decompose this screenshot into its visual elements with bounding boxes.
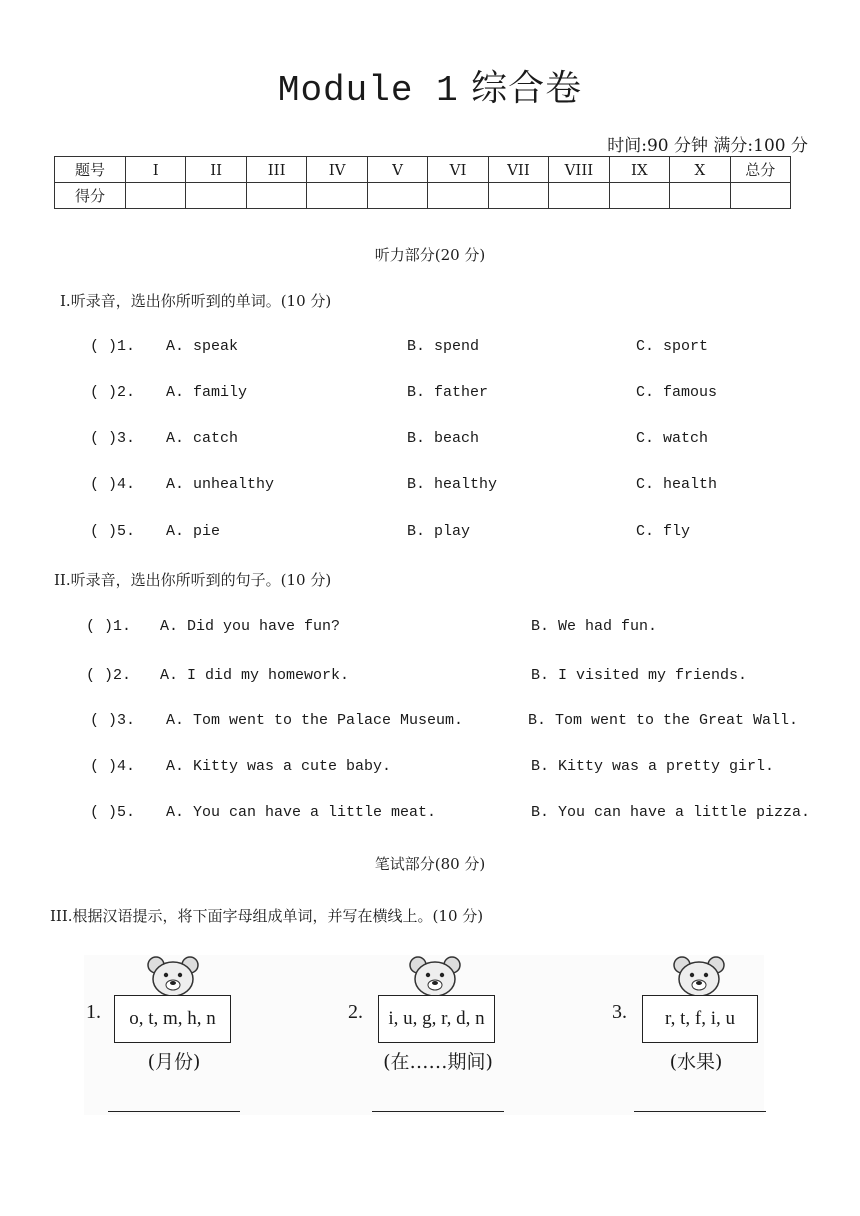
chinese-hint: (在……期间) — [383, 1051, 493, 1073]
option-a: A. You can have a little meat. — [166, 804, 437, 821]
option-a: A. I did my homework. — [160, 667, 350, 684]
puzzle-number: 2. — [348, 1001, 363, 1023]
option-b: B. You can have a little pizza. — [531, 804, 811, 821]
option-a: A. Tom went to the Palace Museum. — [166, 712, 464, 729]
score-cell[interactable] — [609, 183, 669, 209]
bear-icon — [146, 955, 200, 997]
option-b: B. I visited my friends. — [531, 667, 748, 684]
puzzle-number: 3. — [612, 1001, 627, 1023]
title-zh: 综合卷 — [471, 68, 583, 109]
score-col-2: II — [186, 157, 246, 183]
score-col-1: I — [126, 157, 186, 183]
score-cell[interactable] — [488, 183, 548, 209]
time-and-score-info: 时间:90 分钟 满分:100 分 — [607, 136, 808, 156]
letter-puzzle-illustration — [84, 955, 764, 1115]
title-module: Module 1 — [277, 70, 459, 111]
option-b: B. healthy — [407, 476, 498, 493]
score-cell[interactable] — [670, 183, 730, 209]
written-section-header: 笔试部分(80 分) — [374, 855, 486, 873]
chinese-hint: (月份) — [147, 1051, 201, 1073]
score-table — [54, 156, 791, 209]
option-a: A. Did you have fun? — [160, 618, 341, 635]
puzzle-number: 1. — [86, 1001, 101, 1023]
score-cell[interactable] — [730, 183, 790, 209]
score-cell[interactable] — [246, 183, 306, 209]
option-c: C. health — [636, 476, 718, 493]
puzzle-item-2 — [346, 955, 556, 1115]
option-a: A. Kitty was a cute baby. — [166, 758, 392, 775]
score-table-header-row — [55, 157, 791, 183]
question-number[interactable]: ( )5. — [90, 523, 136, 540]
bear-icon — [408, 955, 462, 997]
option-c: C. famous — [636, 384, 718, 401]
question-number[interactable]: ( )3. — [90, 430, 136, 447]
score-cell[interactable] — [126, 183, 186, 209]
page-title — [0, 60, 860, 111]
option-b: B. Kitty was a pretty girl. — [531, 758, 775, 775]
score-cell[interactable] — [307, 183, 367, 209]
question-number[interactable]: ( )3. — [90, 712, 136, 729]
score-col-8: VIII — [549, 157, 609, 183]
option-c: C. sport — [636, 338, 709, 355]
bear-icon — [672, 955, 726, 997]
question-number[interactable]: ( )5. — [90, 804, 136, 821]
option-a: A. family — [166, 384, 248, 401]
option-b: B. spend — [407, 338, 480, 355]
option-a: A. unhealthy — [166, 476, 275, 493]
score-cell[interactable] — [367, 183, 427, 209]
score-cell[interactable] — [186, 183, 246, 209]
chinese-hint: (水果) — [669, 1051, 723, 1073]
score-table-row2-label: 得分 — [55, 183, 126, 209]
question-number[interactable]: ( )1. — [90, 338, 136, 355]
question-number[interactable]: ( )4. — [90, 476, 136, 493]
puzzle-item-1 — [84, 955, 294, 1115]
option-b: B. play — [407, 523, 471, 540]
option-b: B. beach — [407, 430, 480, 447]
option-b: B. father — [407, 384, 489, 401]
option-a: A. pie — [166, 523, 221, 540]
score-table-score-row — [55, 183, 791, 209]
score-col-6: VI — [428, 157, 488, 183]
section-2-title: II.听录音，选出你所听到的句子。(10 分) — [54, 571, 332, 589]
score-col-7: VII — [488, 157, 548, 183]
score-table-row1-label: 题号 — [55, 157, 126, 183]
option-b: B. We had fun. — [531, 618, 658, 635]
score-col-total: 总分 — [730, 157, 790, 183]
answer-blank[interactable] — [108, 1111, 240, 1112]
option-b: B. Tom went to the Great Wall. — [528, 712, 799, 729]
score-col-9: IX — [609, 157, 669, 183]
score-col-4: IV — [307, 157, 367, 183]
question-number[interactable]: ( )2. — [90, 384, 136, 401]
score-col-3: III — [246, 157, 306, 183]
option-a: A. catch — [166, 430, 239, 447]
option-c: C. fly — [636, 523, 691, 540]
letters-box: o, t, m, h, n — [114, 995, 231, 1043]
letters-box: i, u, g, r, d, n — [378, 995, 495, 1043]
answer-blank[interactable] — [634, 1111, 766, 1112]
answer-blank[interactable] — [372, 1111, 504, 1112]
option-c: C. watch — [636, 430, 709, 447]
score-cell[interactable] — [428, 183, 488, 209]
option-a: A. speak — [166, 338, 239, 355]
question-number[interactable]: ( )1. — [86, 618, 132, 635]
question-number[interactable]: ( )2. — [86, 667, 132, 684]
listening-section-header: 听力部分(20 分) — [374, 246, 486, 264]
section-1-title: I.听录音，选出你所听到的单词。(10 分) — [60, 292, 332, 310]
section-3-title: III.根据汉语提示，将下面字母组成单词，并写在横线上。(10 分) — [50, 907, 484, 925]
score-col-5: V — [367, 157, 427, 183]
score-cell[interactable] — [549, 183, 609, 209]
question-number[interactable]: ( )4. — [90, 758, 136, 775]
letters-box: r, t, f, i, u — [642, 995, 758, 1043]
score-col-10: X — [670, 157, 730, 183]
puzzle-item-3 — [610, 955, 820, 1115]
